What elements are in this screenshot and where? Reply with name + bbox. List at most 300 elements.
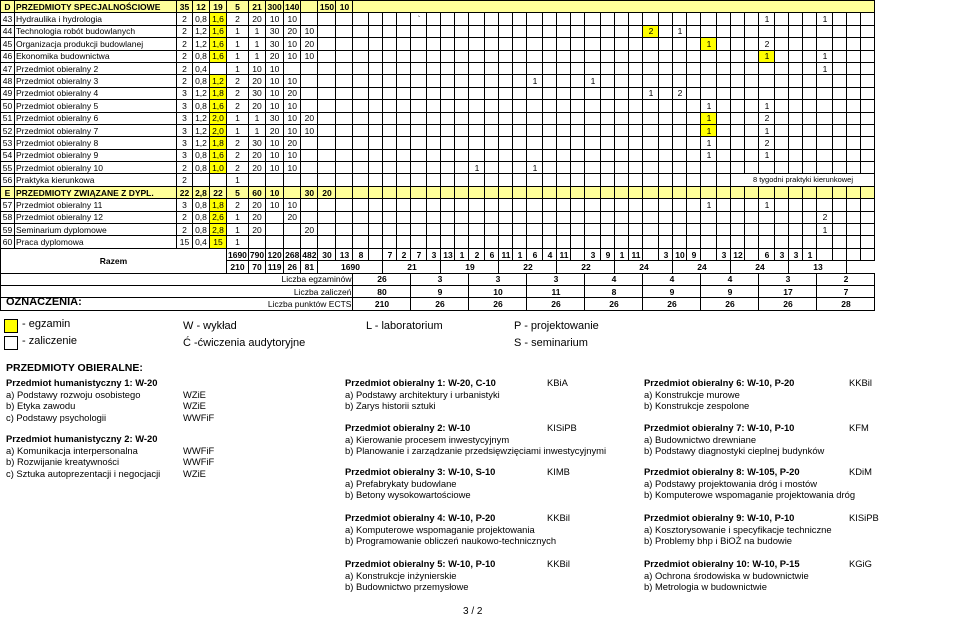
semester-mark (659, 199, 673, 211)
semester-mark (485, 25, 499, 37)
semester-mark (629, 236, 643, 248)
semester-mark (411, 25, 427, 37)
subject-value (318, 75, 336, 87)
semester-mark (499, 124, 513, 136)
legend-w: W - wykład (183, 320, 237, 332)
elective-group-title: Przedmiot obieralny 5: W-10, P-10 (345, 558, 496, 569)
razem-top-value (571, 248, 585, 260)
semester-mark (629, 137, 643, 149)
header-cell: 150 (319, 1, 335, 12)
semester-mark (411, 38, 427, 50)
semester-mark (571, 186, 585, 198)
subject-value: 1 (227, 38, 249, 50)
subject-value: 10 (266, 13, 284, 25)
semester-mark (411, 124, 427, 136)
semester-mark (543, 13, 557, 25)
elective-unit-code: KDiM (849, 466, 872, 477)
semester-mark (455, 38, 469, 50)
semester-mark (469, 224, 485, 236)
semester-mark (543, 236, 557, 248)
subject-value: 0,8 (193, 224, 210, 236)
semester-mark (527, 100, 543, 112)
semester-mark (687, 149, 701, 161)
semester-mark: 1 (701, 100, 717, 112)
semester-mark (717, 224, 731, 236)
electives-title: PRZEDMIOTY OBIERALNE: (6, 362, 143, 374)
semester-mark (629, 100, 643, 112)
semester-mark (469, 211, 485, 223)
razem-top-value: 9 (601, 248, 615, 260)
semester-mark (427, 162, 441, 174)
semester-mark (369, 162, 383, 174)
semester-mark (643, 224, 659, 236)
subject-name: Przedmiot obieralny 4 (15, 87, 177, 99)
elective-option: b) Podstawy diagnostyki cieplnej budynków (644, 445, 825, 457)
razem-bottom-left-value: 81 (301, 261, 318, 273)
elective-unit-code: KFM (849, 422, 869, 433)
semester-mark (847, 224, 861, 236)
semester-mark (643, 174, 659, 186)
subject-value (301, 236, 318, 248)
semester-mark (383, 211, 397, 223)
semester-mark (383, 162, 397, 174)
semester-mark (469, 100, 485, 112)
semester-mark (629, 50, 643, 62)
semester-mark (861, 38, 875, 50)
semester-mark (847, 124, 861, 136)
semester-mark (585, 211, 601, 223)
semester-mark (629, 38, 643, 50)
subject-value: 30 (248, 137, 265, 149)
summary-value: 3 (411, 273, 469, 285)
semester-mark (557, 25, 571, 37)
semester-mark (397, 38, 411, 50)
semester-mark (499, 112, 513, 124)
semester-mark (833, 50, 847, 62)
semester-mark (817, 75, 833, 87)
semester-mark (803, 75, 817, 87)
semester-mark (397, 186, 411, 198)
semester-mark (717, 25, 731, 37)
semester-mark (585, 137, 601, 149)
semester-mark (397, 50, 411, 62)
semester-mark (455, 62, 469, 74)
semester-mark (557, 100, 571, 112)
subject-value: 30 (266, 25, 284, 37)
elective-group-title: Przedmiot obieralny 4: W-10, P-20 (345, 512, 496, 523)
subject-value (248, 236, 265, 248)
semester-mark (543, 186, 557, 198)
semester-mark (789, 13, 803, 25)
elective-group-title: Przedmiot obieralny 9: W-10, P-10 (644, 512, 795, 523)
semester-mark (397, 62, 411, 74)
semester-mark (803, 100, 817, 112)
semester-mark (833, 162, 847, 174)
semester-mark (789, 211, 803, 223)
subject-value: 2 (227, 75, 249, 87)
semester-mark (557, 87, 571, 99)
semester-mark (615, 224, 629, 236)
semester-mark (427, 112, 441, 124)
semester-mark (717, 199, 731, 211)
semester-mark (499, 50, 513, 62)
semester-mark (369, 100, 383, 112)
semester-mark (789, 112, 803, 124)
subject-value: 10 (301, 50, 318, 62)
semester-mark (411, 87, 427, 99)
semester-mark (861, 149, 875, 161)
semester-mark (499, 162, 513, 174)
semester-mark (659, 236, 673, 248)
subject-value: 0,8 (193, 211, 210, 223)
semester-mark (629, 87, 643, 99)
semester-mark: ` (411, 13, 427, 25)
row-number: 53 (1, 137, 15, 149)
semester-mark (527, 38, 543, 50)
elective-option-unit: WZiE (183, 400, 206, 412)
semester-mark (557, 162, 571, 174)
subject-value (318, 112, 336, 124)
subject-value: 1,8 (210, 137, 227, 149)
subject-value: 5 (227, 186, 249, 198)
semester-mark (745, 137, 759, 149)
semester-mark (803, 38, 817, 50)
subject-value: 22 (210, 186, 227, 198)
semester-mark (717, 236, 731, 248)
semester-mark (643, 236, 659, 248)
subject-value (318, 211, 336, 223)
semester-mark (759, 75, 775, 87)
semester-mark (673, 149, 687, 161)
semester-mark (527, 124, 543, 136)
semester-mark (571, 224, 585, 236)
semester-mark (585, 13, 601, 25)
semester-mark (369, 186, 383, 198)
row-number: 44 (1, 25, 15, 37)
semester-mark (383, 13, 397, 25)
semester-mark (601, 174, 615, 186)
semester-mark (673, 75, 687, 87)
elective-option-unit: WWFiF (183, 444, 215, 456)
semester-mark (659, 87, 673, 99)
elective-option: a) Ochrona środowiska w budownictwie (644, 569, 809, 581)
semester-mark (411, 50, 427, 62)
semester-mark (485, 13, 499, 25)
semester-mark (847, 87, 861, 99)
semester-mark (861, 224, 875, 236)
elective-option: a) Kierowanie procesem inwestycyjnym (345, 433, 510, 445)
summary-value: 80 (353, 285, 411, 297)
subject-name: Praktyka kierunkowa (15, 174, 177, 186)
semester-mark (336, 25, 353, 37)
subject-value: 2 (177, 174, 193, 186)
elective-option: b) Rozwijanie kreatywności (6, 456, 120, 468)
semester-mark (745, 50, 759, 62)
semester-mark: 1 (759, 50, 775, 62)
semester-mark (397, 236, 411, 248)
semester-mark (485, 62, 499, 74)
semester-mark (383, 149, 397, 161)
elective-option: a) Budownictwo drewniane (644, 433, 757, 445)
elective-option: a) Podstawy projektowania dróg i mostów (644, 477, 817, 489)
semester-mark (336, 87, 353, 99)
semester-mark (571, 100, 585, 112)
semester-mark (513, 75, 527, 87)
semester-mark (353, 199, 369, 211)
semester-mark (745, 224, 759, 236)
semester-mark (615, 149, 629, 161)
semester-mark (615, 50, 629, 62)
subject-value: 1,2 (193, 25, 210, 37)
semester-mark (731, 50, 745, 62)
semester-mark (485, 174, 499, 186)
semester-mark (557, 186, 571, 198)
semester-mark: 1 (817, 50, 833, 62)
semester-mark (717, 149, 731, 161)
row-number: 55 (1, 162, 15, 174)
semester-mark (585, 199, 601, 211)
semester-mark (731, 13, 745, 25)
semester-mark (397, 199, 411, 211)
subject-value: 10 (301, 124, 318, 136)
row-number: 45 (1, 38, 15, 50)
semester-mark (673, 137, 687, 149)
semester-mark (369, 211, 383, 223)
razem-bottom-value: 1690 (318, 261, 383, 273)
semester-mark (353, 236, 369, 248)
row-number: 59 (1, 224, 15, 236)
semester-mark (745, 186, 759, 198)
semester-mark (427, 149, 441, 161)
subject-value: 0,8 (193, 50, 210, 62)
razem-top-value: 9 (687, 248, 701, 260)
subject-value (318, 174, 336, 186)
semester-mark (485, 50, 499, 62)
subject-value: 10 (266, 87, 284, 99)
semester-mark (513, 25, 527, 37)
razem-top-value: 8 (353, 248, 369, 260)
semester-mark (543, 50, 557, 62)
semester-mark (789, 25, 803, 37)
subject-value: 1 (248, 112, 265, 124)
semester-mark (485, 199, 499, 211)
semester-mark (585, 100, 601, 112)
semester-mark (643, 137, 659, 149)
razem-top-value (833, 248, 847, 260)
subject-value: 2 (177, 38, 193, 50)
semester-mark (687, 13, 701, 25)
semester-mark (397, 224, 411, 236)
semester-mark (673, 174, 687, 186)
semester-mark (803, 62, 817, 74)
semester-mark (759, 87, 775, 99)
semester-mark (731, 211, 745, 223)
semester-mark (629, 174, 643, 186)
semester-mark (513, 186, 527, 198)
semester-mark (397, 162, 411, 174)
subject-value: 2 (177, 50, 193, 62)
semester-mark (543, 137, 557, 149)
elective-option: a) Konstrukcje murowe (644, 388, 740, 400)
summary-value: 26 (585, 298, 643, 310)
semester-mark (571, 199, 585, 211)
razem-top-value: 6 (759, 248, 775, 260)
summary-value: 26 (353, 273, 411, 285)
semester-mark (803, 149, 817, 161)
subject-value: 10 (284, 124, 301, 136)
semester-mark (601, 162, 615, 174)
subject-value (210, 62, 227, 74)
semester-mark (543, 211, 557, 223)
semester-mark: 1 (759, 149, 775, 161)
semester-mark (353, 38, 369, 50)
semester-mark (601, 38, 615, 50)
semester-mark (817, 100, 833, 112)
semester-mark (383, 100, 397, 112)
semester-mark: 1 (585, 75, 601, 87)
semester-mark (745, 25, 759, 37)
semester-mark (601, 224, 615, 236)
semester-mark (629, 75, 643, 87)
razem-top-value (643, 248, 659, 260)
subject-value: 1,8 (210, 87, 227, 99)
summary-value: 28 (817, 298, 875, 310)
subject-value: 1 (227, 174, 249, 186)
semester-mark (369, 38, 383, 50)
summary-value: 2 (817, 273, 875, 285)
semester-mark (557, 13, 571, 25)
semester-mark (601, 112, 615, 124)
semester-mark (615, 87, 629, 99)
subject-value (318, 137, 336, 149)
subject-value: 20 (284, 87, 301, 99)
semester-mark (527, 137, 543, 149)
razem-top-value: 3 (789, 248, 803, 260)
semester-mark (336, 38, 353, 50)
subject-value (318, 100, 336, 112)
semester-mark: 1 (759, 199, 775, 211)
semester-mark (659, 162, 673, 174)
semester-mark (861, 62, 875, 74)
razem-top-value (847, 248, 861, 260)
semester-mark (745, 112, 759, 124)
semester-mark: 1 (527, 75, 543, 87)
elective-group-title: Przedmiot humanistyczny 1: W-20 (6, 377, 158, 388)
semester-mark (701, 25, 717, 37)
semester-mark (731, 124, 745, 136)
semester-mark (469, 13, 485, 25)
page-number: 3 / 2 (463, 606, 483, 617)
semester-mark (775, 62, 789, 74)
semester-mark (369, 199, 383, 211)
elective-option-unit: WWFiF (183, 411, 215, 423)
semester-mark: 1 (643, 87, 659, 99)
subject-value: 20 (266, 50, 284, 62)
semester-mark (775, 87, 789, 99)
semester-mark (731, 25, 745, 37)
elective-unit-code: KGiG (849, 558, 872, 569)
header-cell: 300 (267, 1, 282, 12)
elective-group-title: Przedmiot obieralny 2: W-10 (345, 422, 471, 433)
row-number: 48 (1, 75, 15, 87)
semester-mark (861, 211, 875, 223)
semester-mark (369, 174, 383, 186)
elective-group (345, 422, 606, 457)
semester-mark (571, 137, 585, 149)
semester-mark (369, 13, 383, 25)
subject-value: 10 (266, 149, 284, 161)
semester-mark (397, 174, 411, 186)
semester-mark (585, 236, 601, 248)
razem-top-value (701, 248, 717, 260)
semester-mark (485, 137, 499, 149)
razem-top-value: 482 (302, 249, 317, 260)
semester-mark (673, 162, 687, 174)
legend-title: OZNACZENIA: (6, 296, 82, 308)
razem-top-value: 10 (673, 248, 687, 260)
elective-group (345, 466, 570, 501)
semester-mark (485, 124, 499, 136)
semester-mark (427, 62, 441, 74)
semester-mark: 1 (527, 162, 543, 174)
elective-unit-code: KKBil (849, 377, 872, 388)
subject-value: 20 (301, 224, 318, 236)
semester-mark (411, 162, 427, 174)
semester-mark (411, 100, 427, 112)
semester-mark (673, 199, 687, 211)
subject-value (318, 199, 336, 211)
subject-value: 3 (177, 112, 193, 124)
semester-mark (336, 149, 353, 161)
semester-mark (383, 25, 397, 37)
summary-value: 26 (701, 298, 759, 310)
semester-mark (336, 112, 353, 124)
subject-value: 20 (248, 75, 265, 87)
semester-mark (861, 162, 875, 174)
subject-value: 20 (284, 25, 301, 37)
semester-mark (687, 75, 701, 87)
semester-mark (615, 199, 629, 211)
razem-bottom-left-value: 210 (227, 261, 249, 273)
semester-mark (411, 186, 427, 198)
subject-value: 30 (301, 186, 318, 198)
semester-mark (469, 149, 485, 161)
semester-mark (336, 211, 353, 223)
semester-mark (643, 50, 659, 62)
semester-mark (353, 149, 369, 161)
semester-mark (557, 199, 571, 211)
razem-bottom-value: 22 (499, 261, 557, 273)
semester-mark (789, 236, 803, 248)
semester-mark (601, 50, 615, 62)
razem-top-value: 3 (585, 248, 601, 260)
semester-mark (629, 124, 643, 136)
subject-value (301, 162, 318, 174)
summary-value: 9 (701, 285, 759, 297)
semester-mark (513, 137, 527, 149)
semester-mark (817, 162, 833, 174)
semester-mark (833, 87, 847, 99)
razem-top-value: 3 (717, 248, 731, 260)
semester-mark (643, 62, 659, 74)
razem-top-value: 2 (469, 248, 485, 260)
semester-mark (543, 224, 557, 236)
subject-value: 10 (301, 25, 318, 37)
subject-value: 3 (177, 87, 193, 99)
elective-option: c) Podstawy psychologii (6, 411, 107, 423)
elective-option: b) Planowanie i zarządzanie przedsięwzięciami inwestycyjnymi (345, 445, 607, 457)
semester-mark (817, 112, 833, 124)
